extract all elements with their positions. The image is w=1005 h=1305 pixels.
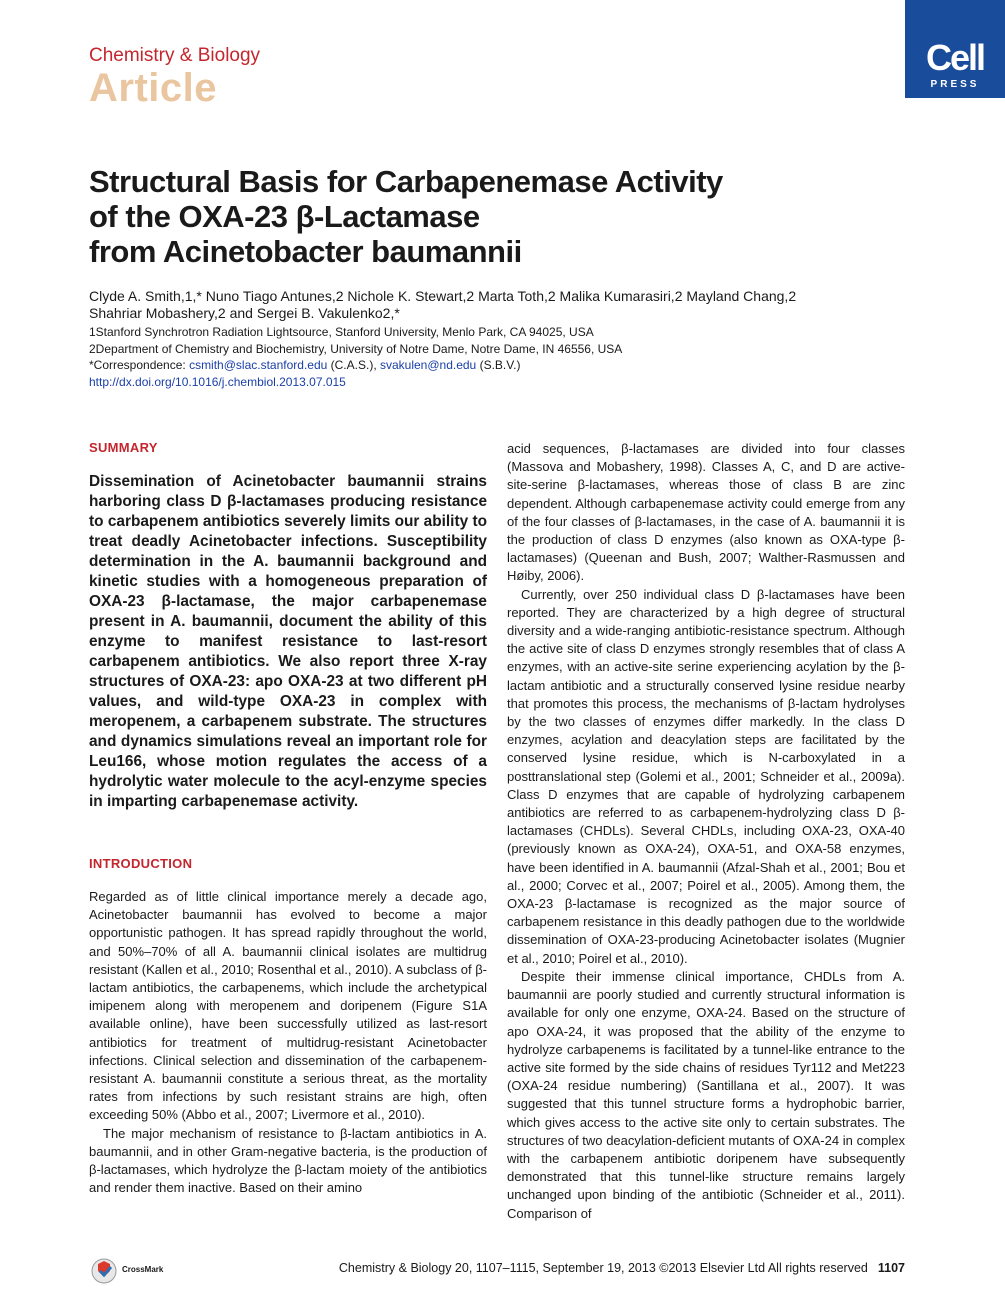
cell-press-logo [905,0,1005,98]
intro-paragraph-2-continued: acid sequences, β-lactamases are divided into four classes (Massova and Mobashery, 1998). Classes A, C, and D are active-site-serine β-lactamases, whereas those of class B are zinc dependent. Although carbapenemase activity could emerge from any of the four classes of β-lactamases, in the case of A. baumannii it is the production of class D enzymes (also known as OXA-type β-lactamases) (Queenan and Bush, 2007; Walther-Rasmussen and Høiby, 2006). [507,441,905,584]
email-link-1[interactable]: csmith@slac.stanford.edu [189,358,328,372]
intro-paragraph-3: Currently, over 250 individual class D β-lactamases have been reported. They are characterized by a high degree of structural diversity and a wide-ranging antibiotic-resistance spectrum. Although the active site of class D enzymes strongly resembles that of class A enzymes, with an active-site serine experiencing acylation by the β-lactam antibiotic and a structurally conserved lysine residue nearby that promotes this process, the mechanisms of β-lactam hydrolyses by the two classes of enzymes differ markedly. In the class D enzymes, acylation and deacylation steps are facilitated by the conserved lysine residue, which is N-carboxylated in a posttranslational step (Golemi et al., 2001; Schneider et al., 2009a). Class D enzymes that are capable of hydrolyzing carbapenem antibiotics are referred to as carbapenem-hydrolyzing class D β-lactamases (CHDLs). Several CHDLs, including OXA-23, OXA-40 (previously known as OXA-24), OXA-51, and OXA-58 enzymes, have been identified in A. baumannii (Afzal-Shah et al., 2001; Bou et al., 2000; Corvec et al., 2007; Poirel et al., 2005). Among them, the OXA-23 β-lactamase is recognized as the major source of carbapenem resistance in this deadly pathogen due to the worldwide dissemination of OXA-23-producing Acinetobacter isolates (Mugnier et al., 2010; Poirel et al., 2010). [507,586,905,966]
correspondence [89,357,909,373]
summary-text: Dissemination of Acinetobacter baumannii strains harboring class D β-lactamases producing resistance to carbapenem antibiotics severely limits our ability to treat deadly Acinetobacter infections. Susceptibility determination in the A. baumannii background and kinetic studies with a homogeneous preparation of OXA-23 β-lactamase, the major carbapenemase present in A. baumannii, document the ability of this enzyme to manifest resistance to last-resort carbapenem antibiotics. We also report three X-ray structures of OXA-23: apo OXA-23 at two different pH values, and wild-type OXA-23 in complex with meropenem, a carbapenem substrate. The structures and dynamics simulations reveal an important role for Leu166, whose motion regulates the access of a hydrolytic water molecule to the acyl-enzyme species in imparting carbapenemase activity. [89,473,487,810]
title-line-3: from Acinetobacter baumannii [89,234,522,269]
affiliation-1: 1Stanford Synchrotron Radiation Lightsource, Stanford University, Menlo Park, CA 94025, USA [89,325,594,339]
doi-link[interactable]: http://dx.doi.org/10.1016/j.chembiol.2013.07.015 [89,375,346,389]
page-footer [0,1258,1005,1280]
journal-name: Chemistry & Biology [89,45,261,66]
author-list [89,288,909,322]
press-logo-word: PRESS [930,79,980,90]
correspondence-label: *Correspondence: [89,358,190,372]
title-line-1: Structural Basis for Carbapenemase Activity [89,164,723,199]
cell-logo-word: Cell [925,37,985,78]
footer-citation [339,1261,905,1275]
author-line-1: Clyde A. Smith,1,* Nuno Tiago Antunes,2 Nichole K. Stewart,2 Marta Toth,2 Malika Kumarasiri,2 Mayland Chang,2 [89,288,797,304]
citation-text: Chemistry & Biology 20, 1107–1115, September 19, 2013 ©2013 Elsevier Ltd All rights reserved [338,1261,868,1275]
doi-line [89,374,909,390]
right-column [507,440,905,1223]
summary-heading: SUMMARY [89,440,158,455]
intro-paragraph-1: Regarded as of little clinical importance merely a decade ago, Acinetobacter baumannii has evolved to become a major opportunistic pathogen. It has spread rapidly throughout the world, and 50%–70% of all A. baumannii clinical isolates are multidrug resistant (Kallen et al., 2010; Rosenthal et al., 2010). A subclass of β-lactam antibiotics, the carbapenems, which include the archetypical imipenem along with meropenem and doripenem (Figure S1A available online), have been successfully utilized as last-resort antibiotics for treatment of multidrug-resistant Acinetobacter infections. Clinical selection and dissemination of the carbapenem-resistant A. baumannii constitute a serious threat, as the mortality rates from infections by such resistant strains are high, often exceeding 50% (Abbo et al., 2007; Livermore et al., 2010). [89,889,487,1123]
email-2-suffix: (S.B.V.) [476,358,521,372]
email-1-suffix: (C.A.S.), [327,358,380,372]
title-line-2: of the OXA-23 β-Lactamase [89,199,480,234]
article-title [89,164,889,269]
article-type: Article [89,66,217,110]
crossmark-icon[interactable] [91,1258,119,1284]
intro-paragraph-2: The major mechanism of resistance to β-lactam antibiotics in A. baumannii, and in other Gram-negative bacteria, is the production of β-lactamases, which hydrolyze the β-lactam moiety of the antibiotics and render them inactive. Based on their amino [89,1125,487,1196]
crossmark-label: CrossMark [122,1265,164,1274]
affiliation-2: 2Department of Chemistry and Biochemistry, University of Notre Dame, Notre Dame, IN 46556, USA [89,342,623,356]
introduction-heading: INTRODUCTION [89,856,193,871]
author-line-2: Shahriar Mobashery,2 and Sergei B. Vakulenko2,* [89,305,400,321]
page-number: 1107 [877,1261,905,1275]
left-column [89,440,487,1197]
intro-paragraph-4: Despite their immense clinical importance, CHDLs from A. baumannii are poorly studied and currently structural information is available for only one enzyme, OXA-24. Based on the structure of apo OXA-24, it was proposed that the ability of the enzyme to hydrolyze carbapenems is facilitated by a tunnel-like entrance to the active site formed by the side chains of residues Tyr112 and Met223 (OXA-24 residue numbering) (Santillana et al., 2007). It was suggested that this tunnel structure forms a hydrophobic barrier, which gives access to the active site only to certain substrates. The structures of two deacylation-deficient mutants of OXA-24 in complex with the carbapenem antibiotic doripenem have subsequently demonstrated that this tunnel-like structure remains largely unchanged upon binding of the antibiotic (Schneider et al., 2011). Comparison of [507,968,905,1221]
email-link-2[interactable]: svakulen@nd.edu [379,358,477,372]
